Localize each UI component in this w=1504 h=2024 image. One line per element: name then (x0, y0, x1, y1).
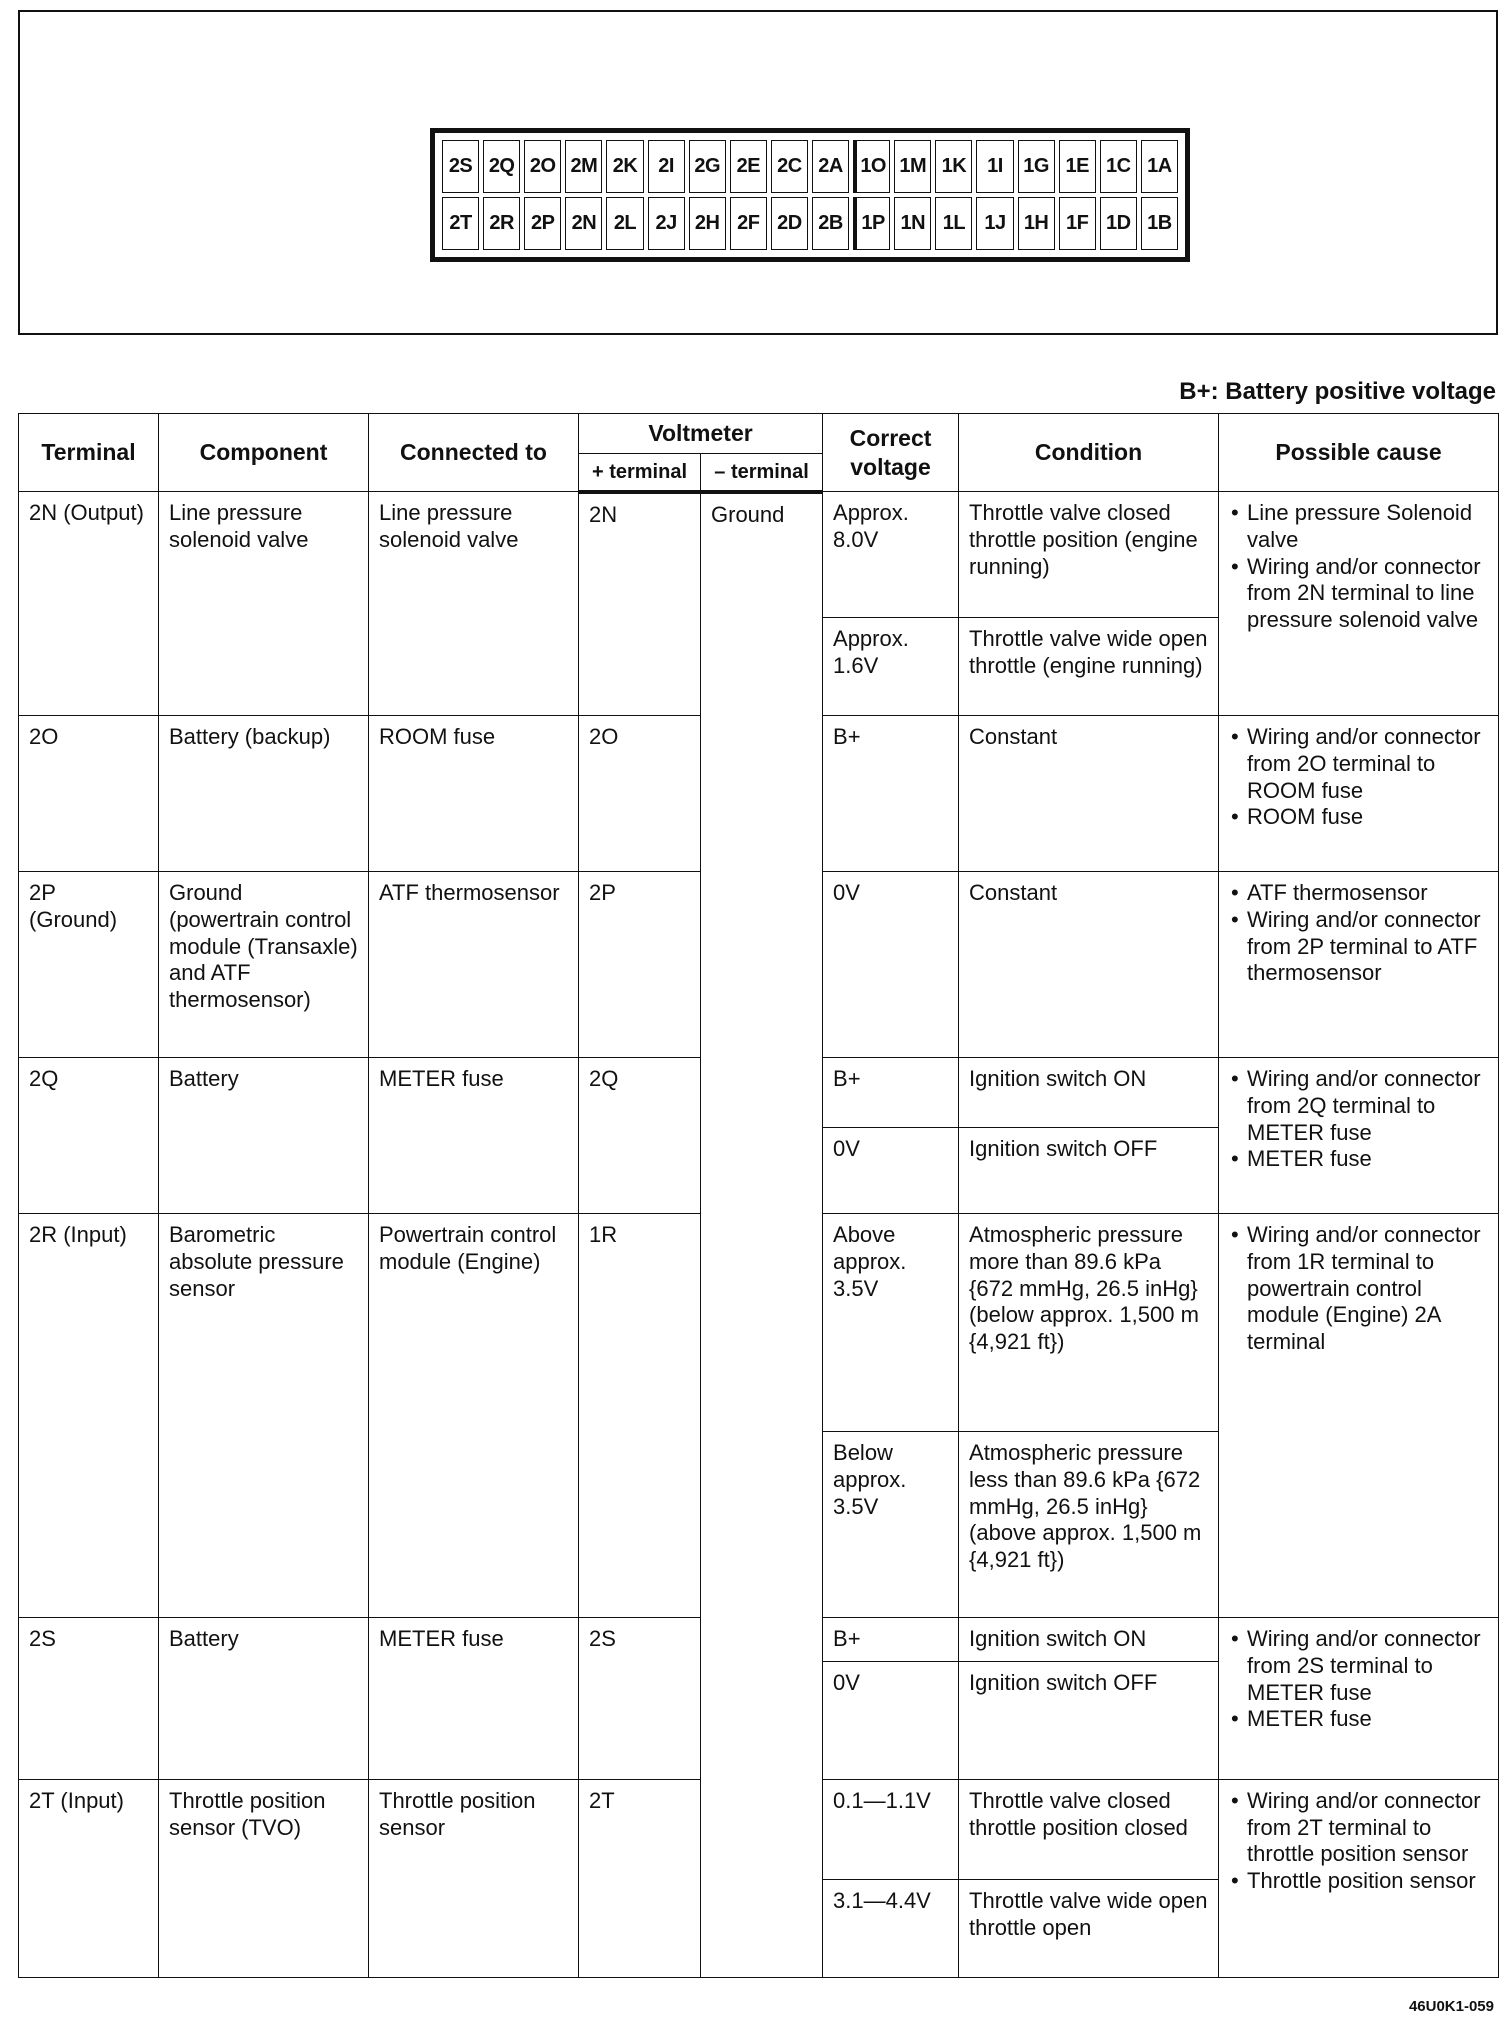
connected-to-cell: Throttle position sensor (369, 1779, 579, 1977)
connector-pin: 1K (935, 140, 972, 193)
component-cell: Battery (159, 1618, 369, 1780)
possible-cause-cell (1219, 492, 1499, 716)
connector-pin: 2E (730, 140, 767, 193)
connected-to-cell: ROOM fuse (369, 716, 579, 872)
connector-pin: 1B (1141, 197, 1178, 250)
plus-terminal-cell: 1R (579, 1214, 701, 1618)
terminal-cell: 2S (19, 1618, 159, 1780)
connector-pin: 1M (894, 140, 931, 193)
terminal-cell: 2O (19, 716, 159, 872)
header-terminal: Terminal (19, 414, 159, 492)
condition-cell: Ignition switch OFF (959, 1128, 1219, 1214)
plus-terminal-cell: 2Q (579, 1058, 701, 1214)
cause-item: • Wiring and/or connector from 2Q terminal to METER fuse (1229, 1066, 1488, 1146)
possible-cause-cell (1219, 1058, 1499, 1214)
voltage-cell: 3.1—4.4V (823, 1879, 959, 1977)
connector-pin: 2Q (483, 140, 520, 193)
component-cell: Line pressure solenoid valve (159, 492, 369, 716)
connected-to-cell: Powertrain control module (Engine) (369, 1214, 579, 1618)
connector-pin: 2F (730, 197, 767, 250)
connector-pin: 1D (1100, 197, 1137, 250)
connector-pin: 1C (1100, 140, 1137, 193)
plus-terminal-cell: 2P (579, 872, 701, 1058)
connector-pin: 2C (771, 140, 808, 193)
condition-cell: Atmospheric pressure less than 89.6 kPa {672 mmHg, 26.5 inHg} (above approx. 1,500 m {4,921 ft}) (959, 1432, 1219, 1618)
header-condition: Condition (959, 414, 1219, 492)
cause-item: • ATF thermosensor (1229, 880, 1488, 907)
component-cell: Throttle position sensor (TVO) (159, 1779, 369, 1977)
condition-cell: Ignition switch ON (959, 1618, 1219, 1662)
connector-pin: 2L (606, 197, 643, 250)
condition-cell: Constant (959, 872, 1219, 1058)
connector-pin: 2R (483, 197, 520, 250)
voltage-cell: Below approx. 3.5V (823, 1432, 959, 1618)
connector-pin: 1E (1059, 140, 1096, 193)
cause-item: • Wiring and/or connector from 2T terminal to throttle position sensor (1229, 1788, 1488, 1868)
cause-item: • Wiring and/or connector from 2P terminal to ATF thermosensor (1229, 907, 1488, 987)
condition-cell: Atmospheric pressure more than 89.6 kPa {672 mmHg, 26.5 inHg} (below approx. 1,500 m {4,921 ft}) (959, 1214, 1219, 1432)
connector-pin: 1I (976, 140, 1013, 193)
voltage-cell: 0.1—1.1V (823, 1779, 959, 1879)
terminal-voltage-table (18, 413, 1499, 1978)
connector-pin: 1J (976, 197, 1013, 250)
voltage-cell: 0V (823, 1128, 959, 1214)
cause-item: • Wiring and/or connector from 1R terminal to powertrain control module (Engine) 2A terminal (1229, 1222, 1488, 1356)
cause-item: • Wiring and/or connector from 2S terminal to METER fuse (1229, 1626, 1488, 1706)
terminal-cell: 2Q (19, 1058, 159, 1214)
connector-diagram-box (18, 10, 1498, 335)
connector-pin: 1O (853, 140, 890, 193)
connected-to-cell: ATF thermosensor (369, 872, 579, 1058)
header-voltmeter: Voltmeter (579, 414, 823, 454)
terminal-cell: 2R (Input) (19, 1214, 159, 1618)
connector-pin: 2T (442, 197, 479, 250)
connector-pin: 2H (689, 197, 726, 250)
condition-cell: Throttle valve wide open throttle (engine running) (959, 618, 1219, 716)
terminal-cell: 2T (Input) (19, 1779, 159, 1977)
plus-terminal-cell: 2N (579, 492, 701, 716)
plus-terminal-cell: 2O (579, 716, 701, 872)
header-plus-terminal: + terminal (579, 454, 701, 492)
terminal-cell: 2P (Ground) (19, 872, 159, 1058)
condition-cell: Throttle valve closed throttle position (engine running) (959, 492, 1219, 618)
connector-pin: 2D (771, 197, 808, 250)
cause-item: • ROOM fuse (1229, 804, 1488, 831)
component-cell: Barometric absolute pressure sensor (159, 1214, 369, 1618)
possible-cause-cell (1219, 1618, 1499, 1780)
connector-pin: 1P (853, 197, 890, 250)
voltage-cell: B+ (823, 1618, 959, 1662)
component-cell: Battery (backup) (159, 716, 369, 872)
cause-item: • METER fuse (1229, 1146, 1488, 1173)
connector-pin: 1G (1018, 140, 1055, 193)
voltage-cell: Approx. 8.0V (823, 492, 959, 618)
plus-terminal-cell: 2T (579, 1779, 701, 1977)
connected-to-cell: Line pressure solenoid valve (369, 492, 579, 716)
possible-cause-cell (1219, 1214, 1499, 1618)
header-component: Component (159, 414, 369, 492)
voltage-cell: B+ (823, 716, 959, 872)
connector-pin: 2S (442, 140, 479, 193)
header-connected-to: Connected to (369, 414, 579, 492)
connector-pin: 1H (1018, 197, 1055, 250)
connector-pin: 2P (524, 197, 561, 250)
voltage-cell: 0V (823, 1661, 959, 1779)
voltage-cell: Above approx. 3.5V (823, 1214, 959, 1432)
cause-item: • Wiring and/or connector from 2N terminal to line pressure solenoid valve (1229, 554, 1488, 634)
plus-terminal-cell: 2S (579, 1618, 701, 1780)
figure-code: 46U0K1-059 (1408, 1998, 1494, 2015)
condition-cell: Throttle valve closed throttle position closed (959, 1779, 1219, 1879)
connector-pin: 1L (935, 197, 972, 250)
possible-cause-cell (1219, 1779, 1499, 1977)
possible-cause-cell (1219, 716, 1499, 872)
connector-pin: 2K (606, 140, 643, 193)
condition-cell: Throttle valve wide open throttle open (959, 1879, 1219, 1977)
condition-cell: Ignition switch OFF (959, 1661, 1219, 1779)
voltage-cell: B+ (823, 1058, 959, 1128)
connector-pin: 2M (565, 140, 602, 193)
connector-pin: 2G (689, 140, 726, 193)
connector-pin: 2A (812, 140, 849, 193)
component-cell: Ground (powertrain control module (Transaxle) and ATF thermosensor) (159, 872, 369, 1058)
terminal-cell: 2N (Output) (19, 492, 159, 716)
component-cell: Battery (159, 1058, 369, 1214)
header-possible-cause: Possible cause (1219, 414, 1499, 492)
header-correct-voltage: Correct voltage (823, 414, 959, 492)
connector-pin: 2N (565, 197, 602, 250)
connector-pin: 2J (648, 197, 685, 250)
connector-pin: 2B (812, 197, 849, 250)
connected-to-cell: METER fuse (369, 1058, 579, 1214)
voltage-cell: Approx. 1.6V (823, 618, 959, 716)
minus-terminal-ground-cell: Ground (701, 492, 823, 1978)
connector-pin: 1A (1141, 140, 1178, 193)
connected-to-cell: METER fuse (369, 1618, 579, 1780)
possible-cause-cell (1219, 872, 1499, 1058)
legend-note: B+: Battery positive voltage (1179, 378, 1496, 405)
connector-pin: 1N (894, 197, 931, 250)
condition-cell: Ignition switch ON (959, 1058, 1219, 1128)
connector-pin-grid (430, 128, 1190, 262)
cause-item: • Line pressure Solenoid valve (1229, 500, 1488, 554)
cause-item: • Wiring and/or connector from 2O terminal to ROOM fuse (1229, 724, 1488, 804)
connector-pin: 2O (524, 140, 561, 193)
connector-pin: 1F (1059, 197, 1096, 250)
cause-item: • Throttle position sensor (1229, 1868, 1488, 1895)
cause-item: • METER fuse (1229, 1706, 1488, 1733)
condition-cell: Constant (959, 716, 1219, 872)
header-minus-terminal: – terminal (701, 454, 823, 492)
voltage-cell: 0V (823, 872, 959, 1058)
connector-pin: 2I (648, 140, 685, 193)
